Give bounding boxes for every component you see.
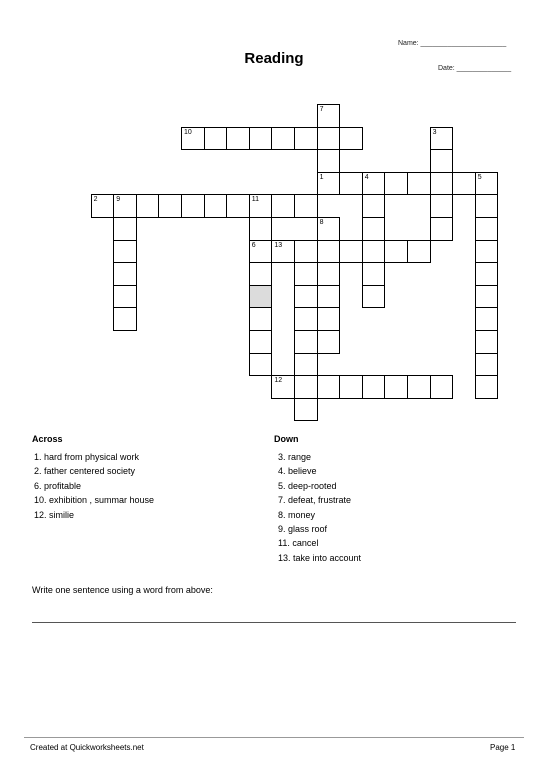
crossword-cell[interactable] [158, 194, 182, 218]
sentence-instruction: Write one sentence using a word from above: [32, 585, 213, 595]
crossword-cell[interactable] [384, 375, 408, 399]
crossword-cell[interactable] [339, 127, 363, 151]
crossword-cell[interactable] [271, 194, 295, 218]
crossword-cell[interactable] [475, 330, 499, 354]
crossword-cell[interactable] [475, 307, 499, 331]
answer-line[interactable] [32, 622, 516, 623]
crossword-cell[interactable] [475, 375, 499, 399]
clue-number: 1 [319, 173, 324, 181]
crossword-cell[interactable] [475, 240, 499, 264]
crossword-cell[interactable] [294, 307, 318, 331]
crossword-cell[interactable] [249, 240, 273, 264]
clue-number: 9 [116, 196, 121, 204]
crossword-cell[interactable] [317, 217, 341, 241]
crossword-cell[interactable] [294, 398, 318, 422]
crossword-cell[interactable] [475, 172, 499, 196]
crossword-cell[interactable] [249, 330, 273, 354]
name-field-label: Name: ______________________ [398, 40, 507, 47]
across-clue: 10. exhibition , summar house [34, 495, 155, 506]
across-clue: 2. father centered society [34, 466, 136, 477]
crossword-cell[interactable] [249, 285, 273, 309]
crossword-cell[interactable] [294, 240, 318, 264]
crossword-cell[interactable] [362, 172, 386, 196]
crossword-cell[interactable] [317, 149, 341, 173]
down-clue: 11. cancel [278, 538, 319, 549]
footer-divider [24, 737, 524, 738]
crossword-cell[interactable] [91, 194, 115, 218]
across-clue: 12. similie [34, 509, 75, 520]
crossword-cell[interactable] [294, 353, 318, 377]
crossword-cell[interactable] [475, 194, 499, 218]
clue-number: 11 [251, 196, 260, 204]
crossword-cell[interactable] [113, 240, 137, 264]
crossword-cell[interactable] [430, 172, 454, 196]
crossword-cell[interactable] [271, 240, 295, 264]
crossword-cell[interactable] [271, 375, 295, 399]
crossword-cell[interactable] [362, 375, 386, 399]
crossword-cell[interactable] [113, 194, 137, 218]
down-clue: 8. money [278, 509, 316, 520]
clue-number: 6 [251, 241, 256, 249]
crossword-cell[interactable] [407, 172, 431, 196]
crossword-cell[interactable] [226, 194, 250, 218]
page-title: Reading [244, 50, 304, 67]
crossword-cell[interactable] [113, 262, 137, 286]
crossword-cell[interactable] [294, 375, 318, 399]
crossword-cell[interactable] [271, 127, 295, 151]
crossword-cell[interactable] [362, 217, 386, 241]
clue-number: 13 [274, 241, 283, 249]
crossword-cell[interactable] [204, 194, 228, 218]
crossword-cell[interactable] [452, 172, 476, 196]
crossword-cell[interactable] [317, 240, 341, 264]
footer-credit: Created at Quickworksheets.net [30, 743, 144, 752]
clue-number: 8 [319, 219, 324, 226]
clue-number: 2 [93, 196, 98, 204]
crossword-cell[interactable] [249, 127, 273, 151]
across-clue: 1. hard from physical work [34, 452, 140, 462]
crossword-cell[interactable] [430, 375, 454, 399]
crossword-cell[interactable] [430, 217, 454, 241]
crossword-cell[interactable] [317, 127, 341, 151]
clue-number: 5 [477, 173, 482, 181]
across-clue: 6. profitable [34, 480, 82, 491]
down-clue: 7. defeat, frustrate [278, 495, 352, 506]
crossword-cell[interactable] [430, 127, 454, 151]
crossword-cell[interactable] [226, 127, 250, 151]
crossword-cell[interactable] [294, 127, 318, 151]
crossword-cell[interactable] [430, 149, 454, 173]
across-heading: Across [32, 434, 63, 444]
crossword-cell[interactable] [249, 307, 273, 331]
down-clue: 9. glass roof [278, 524, 328, 535]
down-clue: 5. deep-rooted [278, 480, 337, 491]
crossword-cell[interactable] [407, 375, 431, 399]
crossword-cell[interactable] [339, 240, 363, 264]
crossword-cell[interactable] [249, 194, 273, 218]
crossword-cell[interactable] [430, 194, 454, 218]
crossword-cell[interactable] [475, 353, 499, 377]
crossword-cell[interactable] [317, 330, 341, 354]
crossword-cell[interactable] [362, 285, 386, 309]
crossword-cell[interactable] [317, 285, 341, 309]
crossword-cell[interactable] [113, 307, 137, 331]
clue-number: 7 [319, 106, 324, 113]
crossword-cell[interactable] [384, 240, 408, 264]
page-number: Page 1 [490, 743, 516, 752]
down-clue: 4. believe [278, 466, 317, 477]
crossword-cell[interactable] [475, 217, 499, 241]
crossword-cell[interactable] [249, 217, 273, 241]
crossword-cell[interactable] [475, 285, 499, 309]
crossword-cell[interactable] [362, 240, 386, 264]
across-clue-list [32, 450, 252, 522]
crossword-cell[interactable] [294, 285, 318, 309]
crossword-cell[interactable] [181, 194, 205, 218]
crossword-cell[interactable] [317, 172, 341, 196]
crossword-cell[interactable] [362, 262, 386, 286]
down-clue: 13. take into account [278, 552, 362, 563]
crossword-cell[interactable] [249, 353, 273, 377]
crossword-cell[interactable] [113, 217, 137, 241]
crossword-cell[interactable] [181, 127, 205, 151]
down-clues [274, 434, 494, 565]
across-clues [32, 434, 252, 522]
down-clue-list [274, 450, 494, 565]
crossword-cell[interactable] [294, 262, 318, 286]
crossword-cell[interactable] [339, 172, 363, 196]
crossword-cell[interactable] [317, 375, 341, 399]
crossword-cell[interactable] [317, 104, 341, 128]
down-clue: 3. range [278, 452, 312, 462]
crossword-cell[interactable] [362, 194, 386, 218]
crossword-cell[interactable] [407, 240, 431, 264]
crossword-cell[interactable] [317, 262, 341, 286]
crossword-cell[interactable] [294, 194, 318, 218]
crossword-cell[interactable] [136, 194, 160, 218]
crossword-cell[interactable] [384, 172, 408, 196]
clue-number: 10 [184, 128, 192, 136]
crossword-cell[interactable] [113, 285, 137, 309]
down-heading: Down [274, 434, 299, 444]
date-field-label: Date: ______________ [438, 65, 512, 72]
clue-number: 12 [274, 377, 283, 385]
crossword-cell[interactable] [475, 262, 499, 286]
crossword-cell[interactable] [294, 330, 318, 354]
crossword-cell[interactable] [249, 262, 273, 286]
crossword-cell[interactable] [317, 307, 341, 331]
clue-number: 3 [432, 128, 437, 136]
crossword-cell[interactable] [204, 127, 228, 151]
clue-number: 4 [364, 173, 369, 181]
crossword-cell[interactable] [339, 375, 363, 399]
